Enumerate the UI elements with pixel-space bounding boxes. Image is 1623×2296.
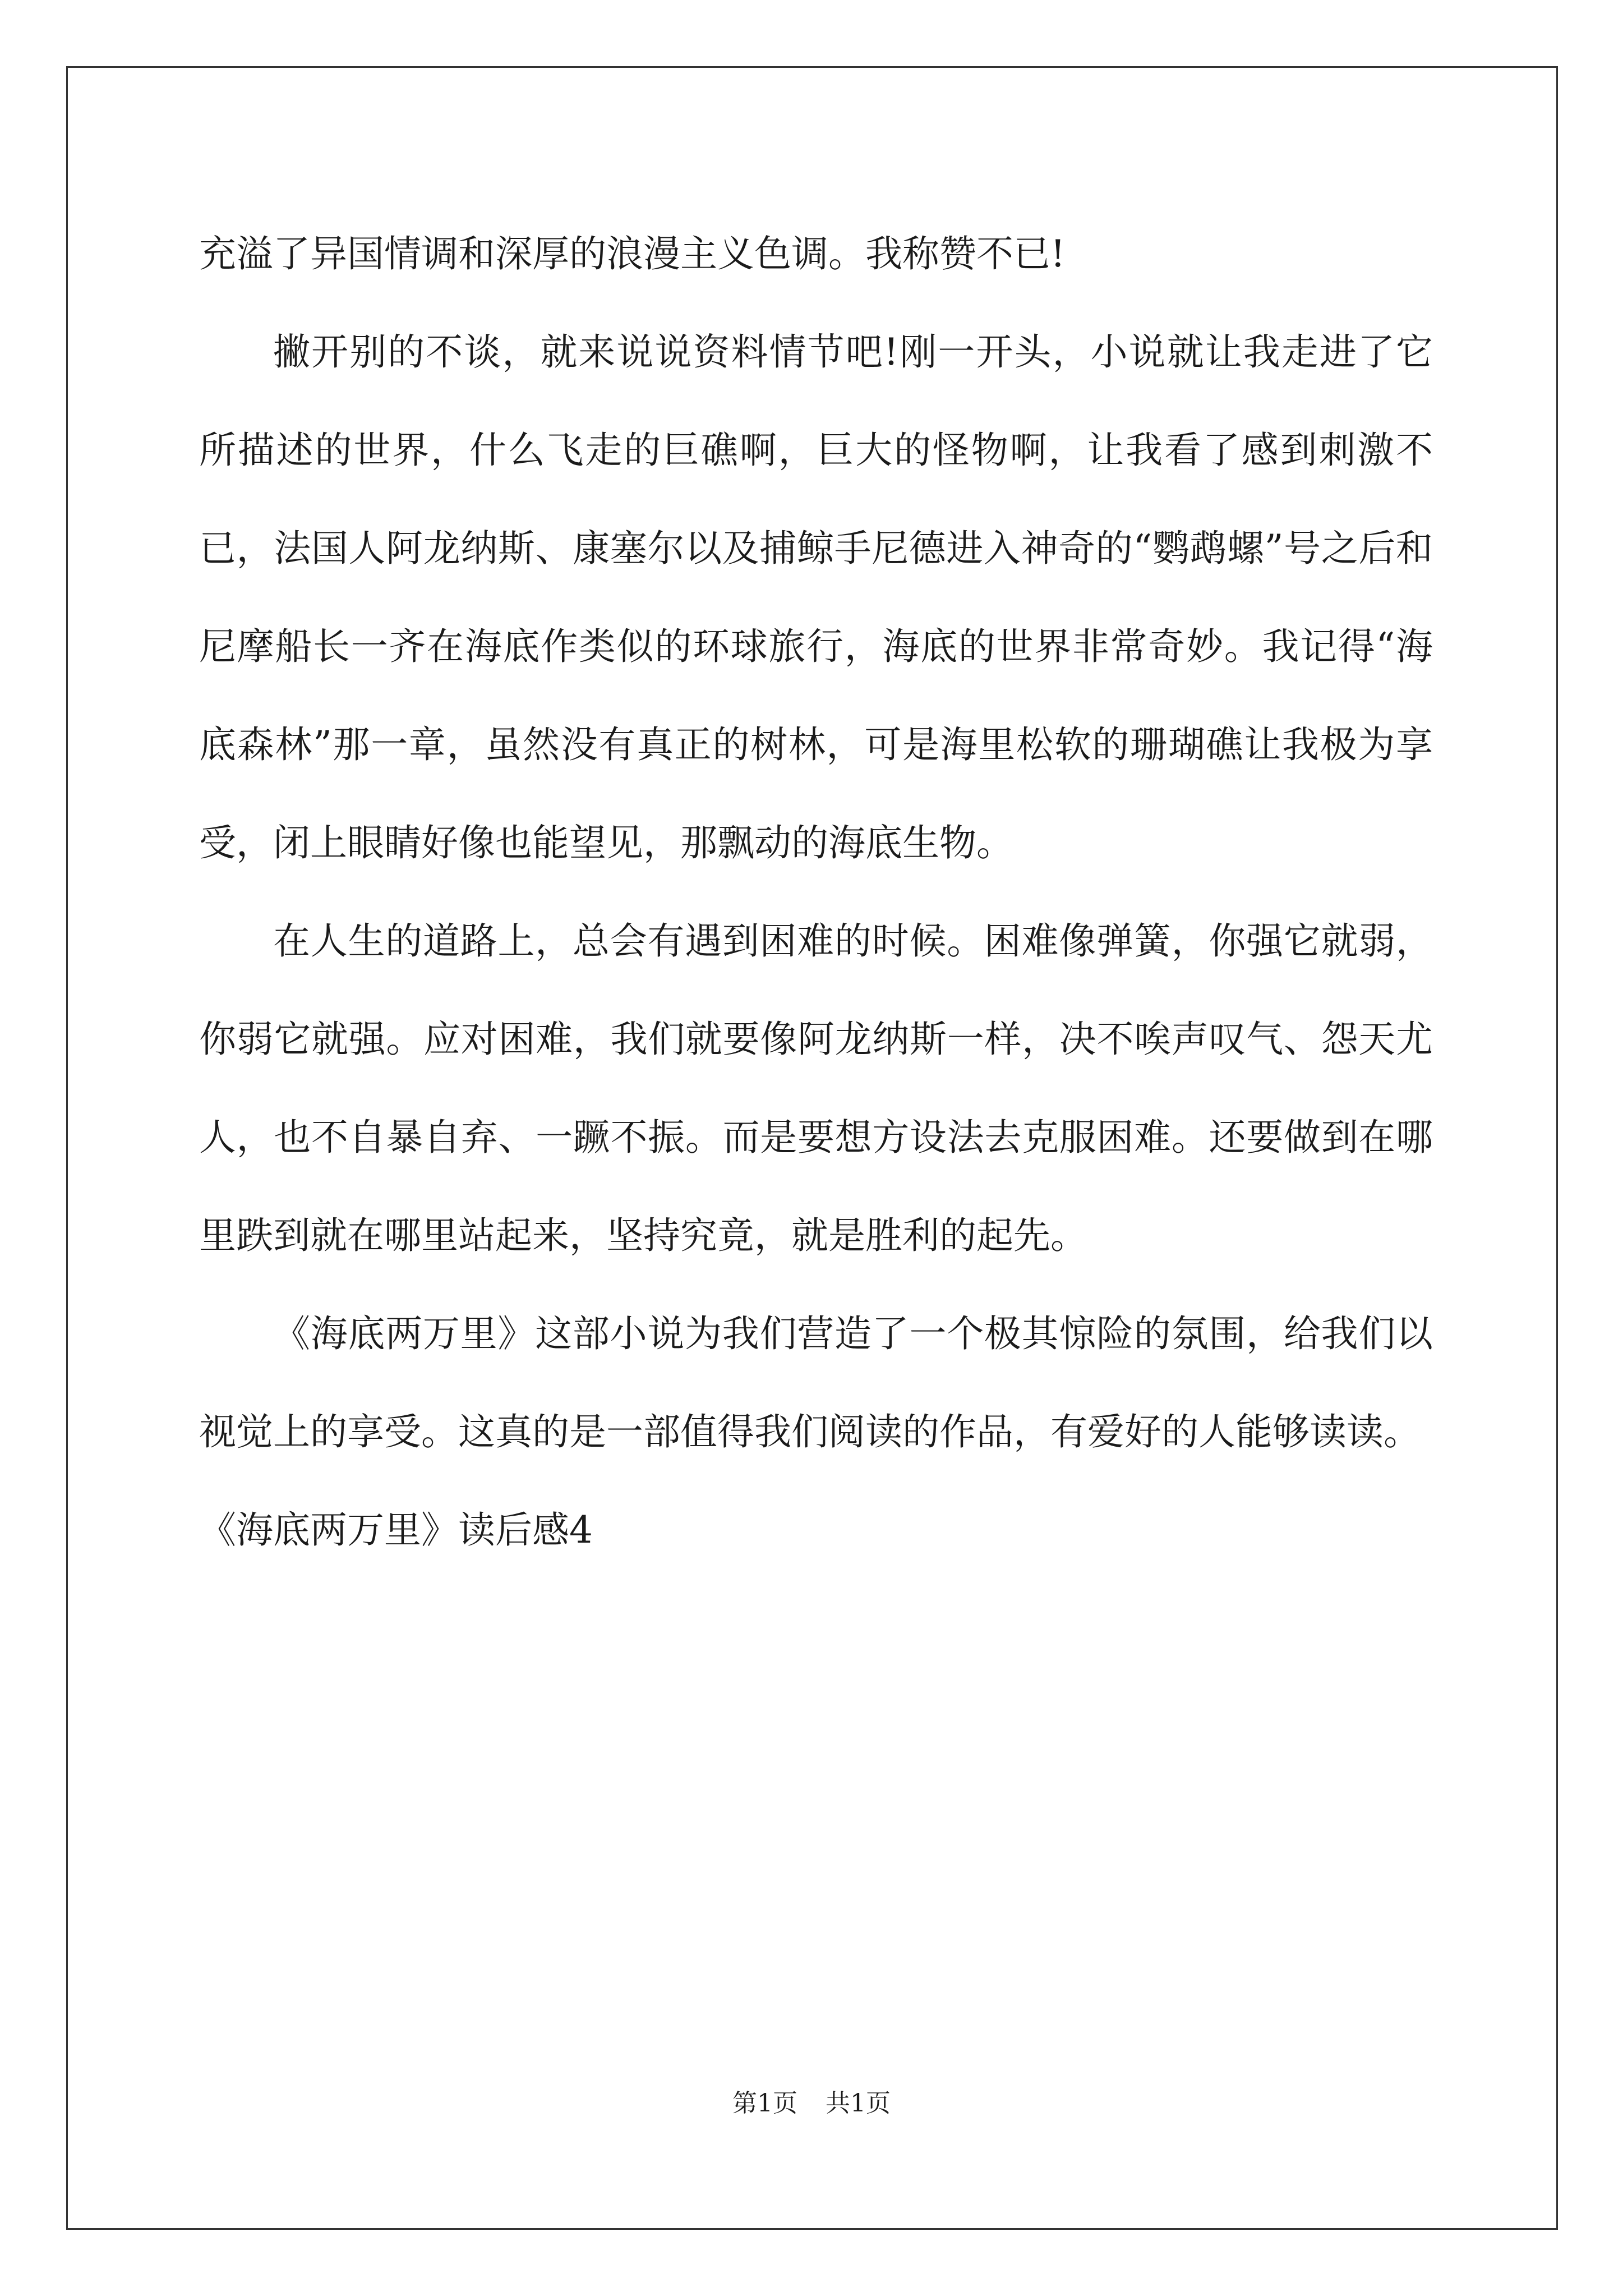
paragraph-1: 充溢了异国情调和深厚的浪漫主义色调。我称赞不已!: [199, 232, 1066, 275]
page-number: 第1页: [732, 2089, 797, 2118]
document-body: [199, 205, 1433, 1579]
paragraph-3: 在人生的道路上，总会有遇到困难的时候。困难像弹簧，你强它就弱，你弱它就强。应对困难，我们就要像阿龙纳斯一样，决不唉声叹气、怨天尤人，也不自暴自弃、一蹶不振。而是要想方设法去克服困难。还要做到在哪里跌到就在哪里站起来，坚持究竟，就是胜利的起先。: [199, 919, 1433, 1257]
paragraph-4: 《海底两万里》这部小说为我们营造了一个极其惊险的氛围，给我们以视觉上的享受。这真的是一部值得我们阅读的作品，有爱好的人能够读读。: [199, 1312, 1433, 1453]
page-footer: [0, 2087, 1623, 2120]
page-total: 共1页: [826, 2089, 891, 2118]
paragraph-2: 撇开别的不谈，就来说说资料情节吧!刚一开头，小说就让我走进了它所描述的世界，什么飞走的巨礁啊，巨大的怪物啊，让我看了感到刺激不已，法国人阿龙纳斯、康塞尔以及捕鲸手尼德进入神奇的“鹦鹉螺”号之后和尼摩船长一齐在海底作类似的环球旅行，海底的世界非常奇妙。我记得“海底森林”那一章，虽然没有真正的树林，可是海里松软的珊瑚礁让我极为享受，闭上眼睛好像也能望见，那飘动的海底生物。: [199, 330, 1433, 864]
section-heading: 《海底两万里》读后感4: [199, 1508, 593, 1552]
